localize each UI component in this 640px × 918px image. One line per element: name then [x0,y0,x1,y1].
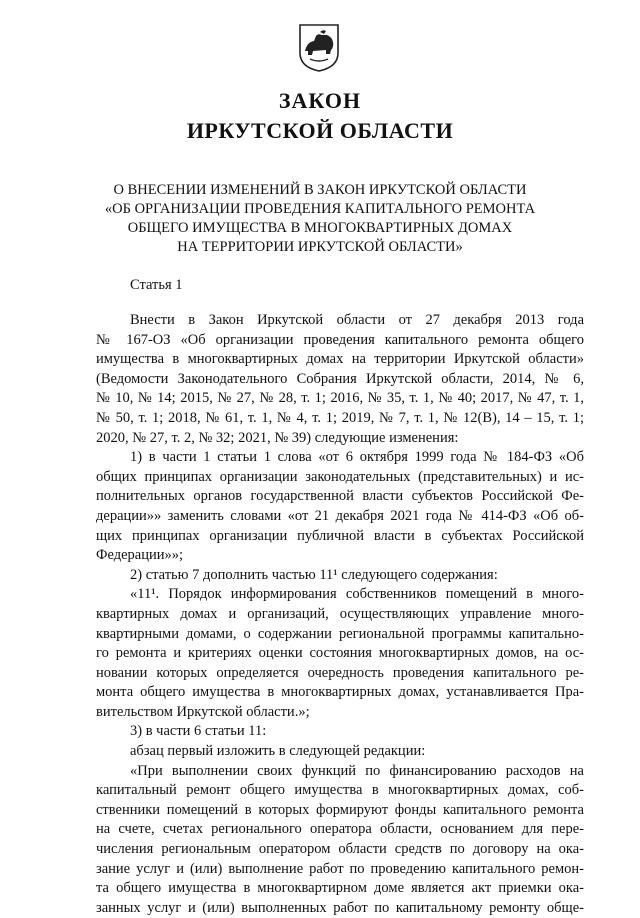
subtitle-line: «ОБ ОРГАНИЗАЦИИ ПРОВЕДЕНИЯ КАПИТАЛЬНОГО РЕМОНТА [104,201,536,217]
body-line: «11¹. Порядок информирования собственников помещений в много- [130,586,584,603]
body-line: числения региональным оператором области средств по договору на ока- [96,841,584,858]
body-line: монта общего имущества в многоквартирных домах, устанавливается Пра- [96,684,584,701]
body-line: го ремонта и критериях оценки состояния многоквартирных домов, на ос- [96,645,584,662]
law-subtitle [60,181,580,257]
body-line: общих принципах организации законодательных (представительных) и ис- [96,468,584,485]
body-line: № 167-ОЗ «Об организации проведения капитального ремонта общего [96,331,584,348]
body-line: новании которых определяется очередность проведения капитального ре- [96,664,584,681]
body-line: 3) в части 6 статьи 11: [130,723,267,740]
body-line: «При выполнении своих функций по финансированию расходов на [130,762,584,779]
body-line: 2) статью 7 дополнить частью 11¹ следующего содержания: [130,566,498,583]
body-line: полнительных органов государственной власти субъектов Российской Фе- [96,488,584,505]
law-title: ЗАКОН [278,88,362,113]
body-line: Федерации»»; [96,547,184,564]
body-line: ственники помещений в которых формируют фонды капитального ремонта [96,801,584,818]
subtitle-line: О ВНЕСЕНИИ ИЗМЕНЕНИЙ В ЗАКОН ИРКУТСКОЙ ОБЛАСТИ [113,182,527,198]
subtitle-line: НА ТЕРРИТОРИИ ИРКУТСКОЙ ОБЛАСТИ» [177,239,463,255]
body-line: квартирных домах и организаций, осуществляющих управление много- [96,605,584,622]
body-line: 1) в части 1 статьи 1 слова «от 6 октября 1999 года № 184-ФЗ «Об [130,449,584,466]
body-line: занных услуг и (или) выполненных работ по капитальному ремонту обще- [96,899,584,916]
body-line: 2020, № 27, т. 2, № 32; 2021, № 39) следующие изменения: [96,429,459,446]
body-line: зание услуг и (или) выполнение работ по проведению капитального ремон- [96,860,584,877]
body-line: квартирными домами, о содержании региональной программы капитально- [96,625,584,642]
body-line: Внести в Закон Иркутской области от 27 декабря 2013 года [130,312,584,328]
subtitle-line: ОБЩЕГО ИМУЩЕСТВА В МНОГОКВАРТИРНЫХ ДОМАХ [127,220,513,236]
body-line: абзац первый изложить в следующей редакции: [130,743,426,760]
region-title: ИРКУТСКОЙ ОБЛАСТИ [186,118,454,143]
body-line: щих принципах организации публичной власти в субъектах Российской [96,527,584,544]
body-line: № 10, № 14; 2015, № 27, № 28, т. 1; 2016, № 35, т. 1, № 40; 2017, № 47, т. 1, [96,390,584,407]
body-line: № 50, т. 1; 2018, № 61, т. 1, № 4, т. 1; 2019, № 7, т. 1, № 12(В), 14 – 15, т. 1; [96,409,584,426]
body-line: на счете, счетах регионального оператора области, основанием для пере- [96,821,584,838]
article-body [96,311,584,918]
coat-of-arms-icon [298,23,340,73]
body-line: дерации»» заменить словами «от 21 декабря 2021 года № 414-ФЗ «Об об- [96,507,584,524]
article-heading: Статья 1 [130,277,183,293]
body-line: та общего имущества в многоквартирном доме является акт приемки ока- [96,880,584,897]
body-line: имущества в многоквартирных домах на территории Иркутской области» [96,351,584,368]
body-line: (Ведомости Законодательного Собрания Иркутской области, 2014, № 6, [96,370,584,387]
body-line: вительством Иркутской области.»; [96,703,310,720]
body-line: капитальный ремонт общего имущества в многоквартирных домах, соб- [96,782,584,799]
